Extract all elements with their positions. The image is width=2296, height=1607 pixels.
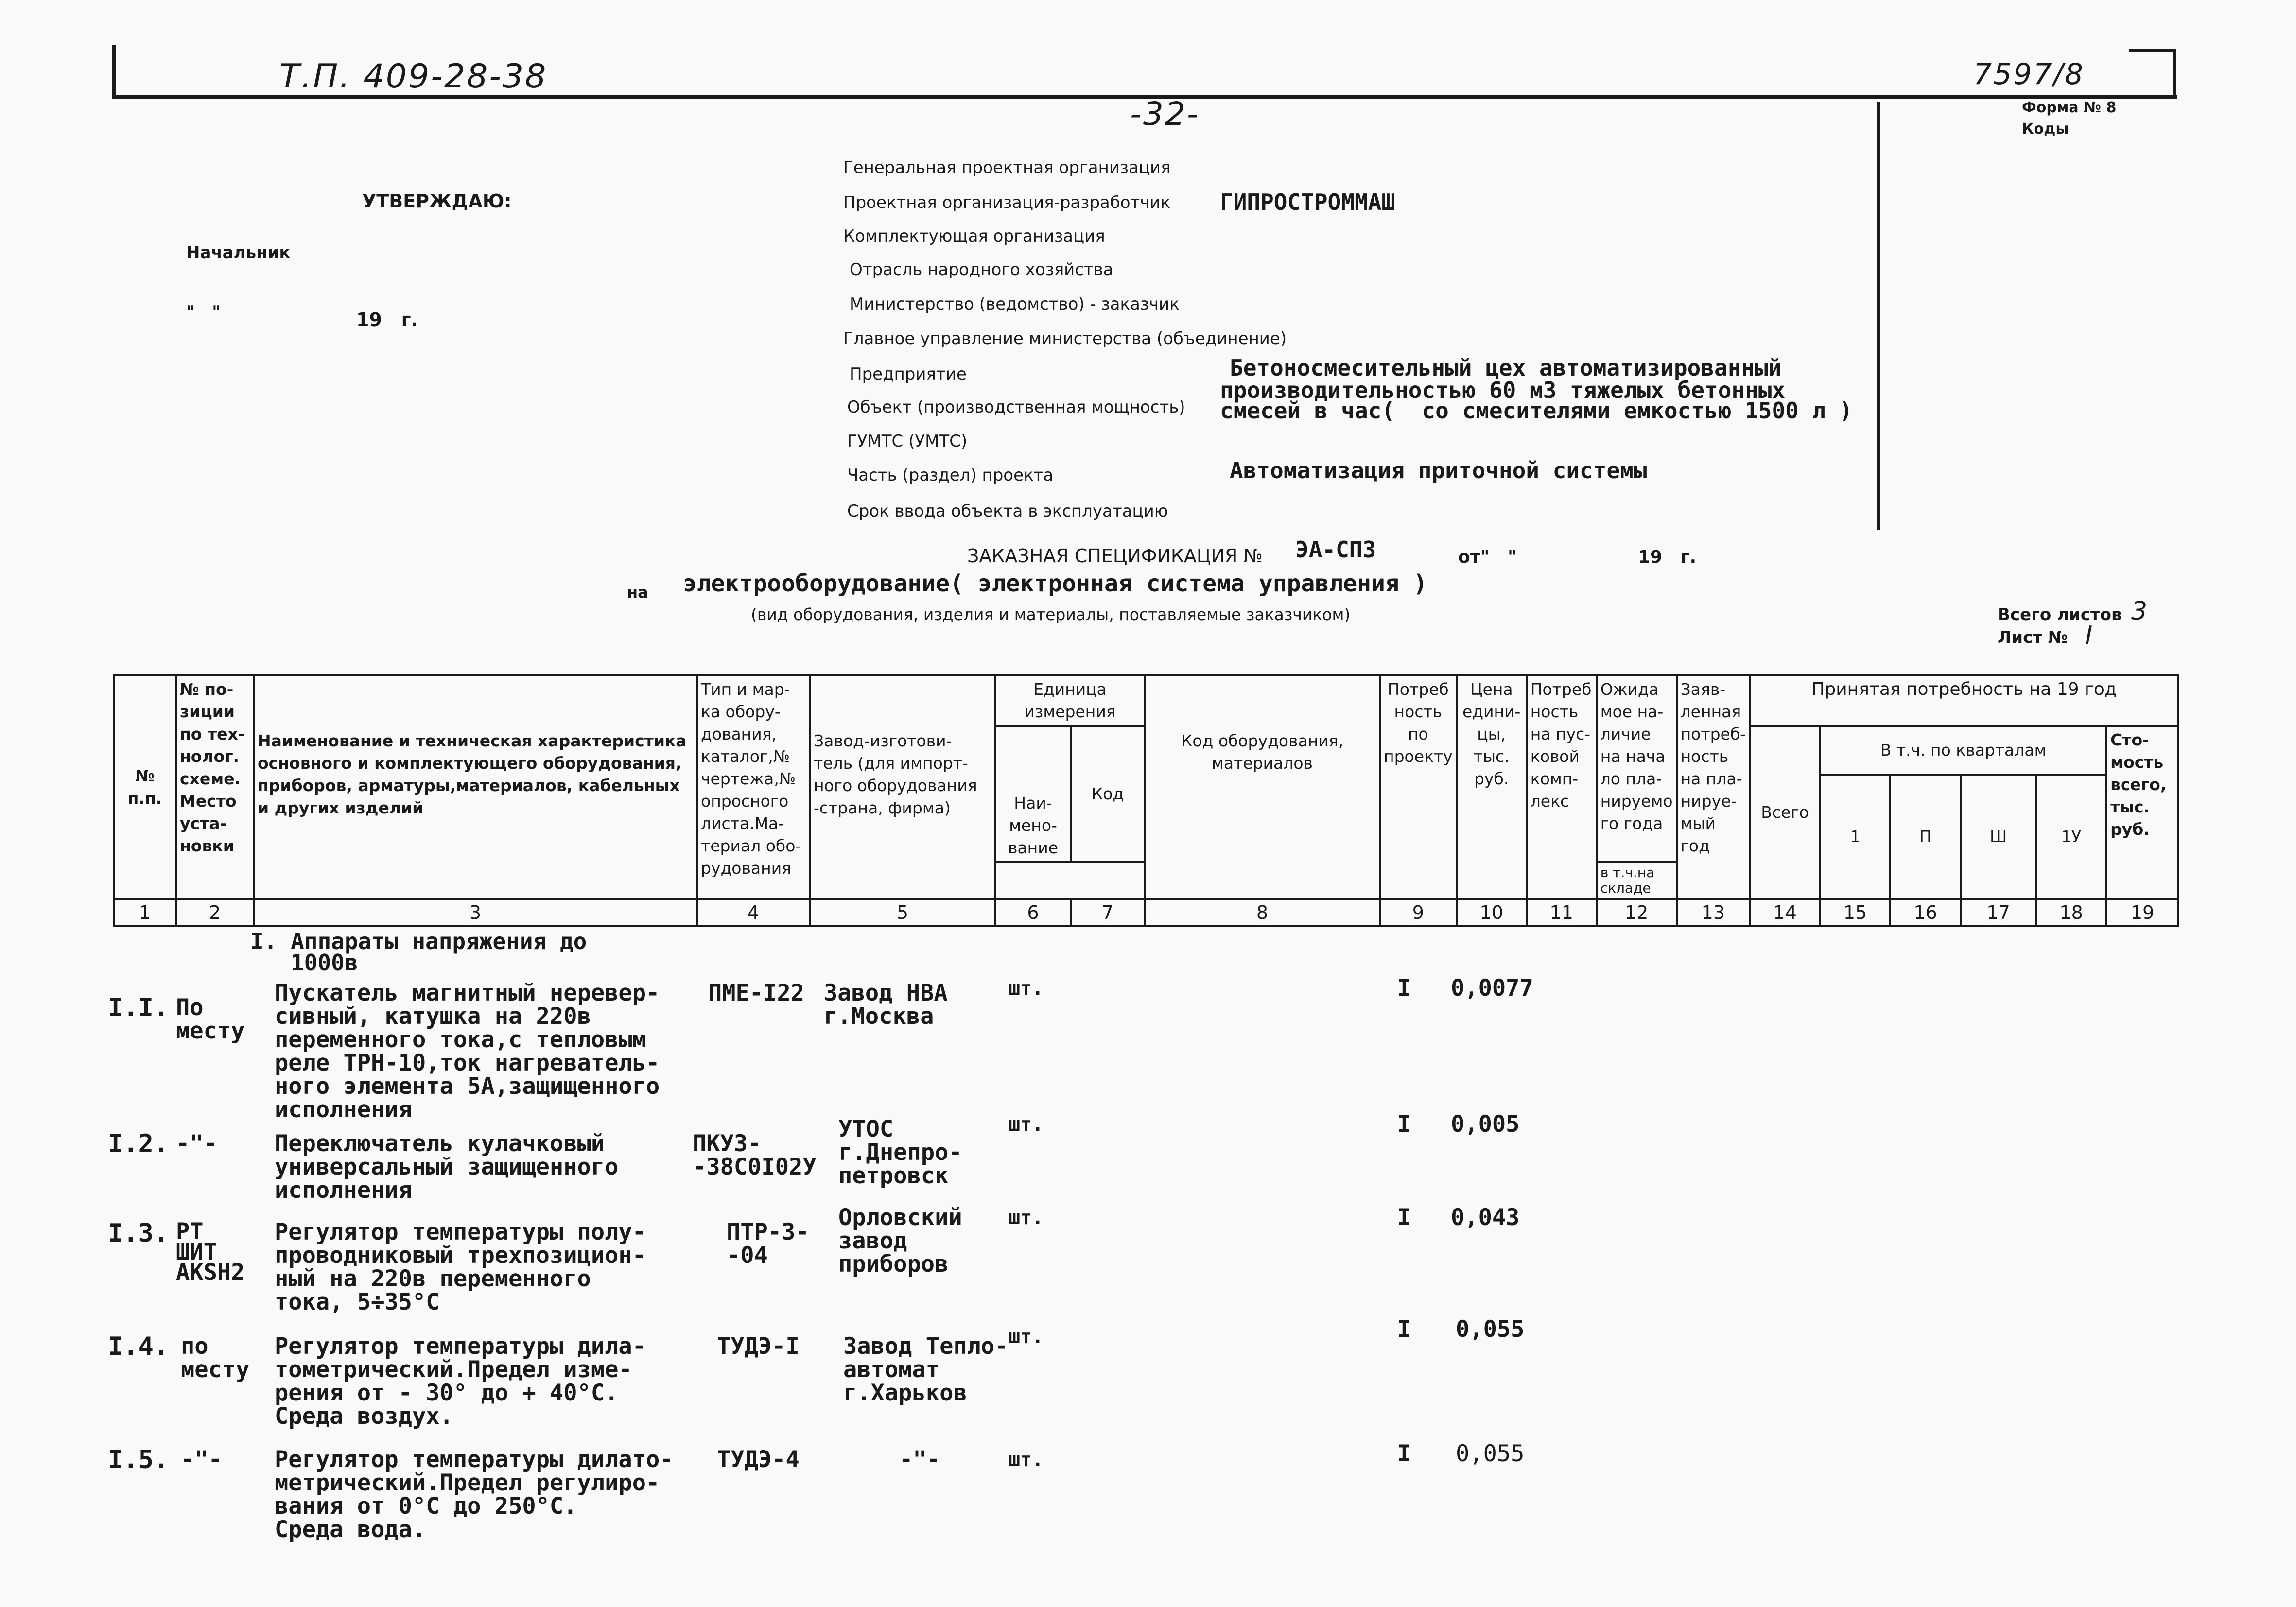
col-header-maker: Завод-изготови- тель (для импорт- ного оборудования -страна, фирма) bbox=[810, 675, 995, 899]
col-header-total: Всего bbox=[1750, 726, 1820, 899]
row-position: по месту bbox=[181, 1333, 250, 1383]
right-border-tick bbox=[2173, 49, 2176, 99]
total-sheets: 3 bbox=[2131, 597, 2149, 626]
left-border-tick bbox=[112, 45, 116, 99]
approval-date: " " bbox=[186, 302, 221, 322]
sheet-label: Лист № bbox=[1998, 628, 2068, 647]
field-label-object: Объект (производственная мощность) bbox=[847, 397, 1185, 417]
spec-year: 19 г. bbox=[1638, 547, 1697, 567]
col-header-in-stock: в т.ч.на складе bbox=[1597, 862, 1677, 899]
sheet-ref: 7597/8 bbox=[1973, 57, 2085, 91]
page-marker: -32- bbox=[1130, 95, 1200, 133]
row-type: ПМЕ-I22 bbox=[708, 980, 805, 1006]
spec-number: ЭА-СПЗ bbox=[1295, 536, 1376, 563]
spec-table-header bbox=[113, 674, 2179, 927]
row-unit: шт. bbox=[1009, 977, 1044, 1000]
row-quantity: I bbox=[1397, 1316, 1411, 1343]
row-maker: -"- bbox=[899, 1446, 940, 1473]
col-number: 5 bbox=[810, 899, 995, 926]
col-number: 1 bbox=[114, 899, 176, 926]
col-header-expected: Ожида мое на- личие на нача ло пла- нируемо го года bbox=[1597, 675, 1677, 862]
row-type: ТУДЭ-4 bbox=[717, 1446, 800, 1473]
col-number: 10 bbox=[1457, 899, 1527, 926]
field-value-object: производительностью 60 м3 тяжелых бетонных смесей в час( со смесителями емкостью 1500 л ) bbox=[1220, 377, 1853, 424]
total-sheets-label: Всего листов bbox=[1998, 605, 2122, 624]
col-header-accepted: Принятая потребность на 19 год bbox=[1750, 675, 2178, 726]
field-label-part: Часть (раздел) проекта bbox=[847, 466, 1054, 485]
row-num: I.3. bbox=[108, 1219, 169, 1248]
field-label-general-org: Генеральная проектная организация bbox=[843, 158, 1171, 177]
col-number: 18 bbox=[2036, 899, 2106, 926]
form-label: Форма № 8 bbox=[2022, 99, 2117, 116]
row-name: Регулятор температуры дилато- метрический.Предел регулиро- вания от 0°С до 250°С. Среда вода. bbox=[275, 1446, 674, 1543]
field-label-industry: Отрасль народного хозяйства bbox=[850, 260, 1113, 279]
row-position: -"- bbox=[176, 1130, 217, 1157]
field-label-ministry: Министерство (ведомство) - заказчик bbox=[850, 294, 1180, 314]
row-unit: шт. bbox=[1009, 1449, 1044, 1471]
chief-label: Начальник bbox=[186, 243, 291, 262]
field-value-enterprise: Бетоносмесительный цех автоматизированный bbox=[1230, 355, 1782, 381]
col-number: 9 bbox=[1380, 899, 1457, 926]
quarter-2: П bbox=[1890, 775, 1961, 899]
col-number: 14 bbox=[1750, 899, 1820, 926]
spec-on: на bbox=[627, 583, 648, 602]
spec-title: ЗАКАЗНАЯ СПЕЦИФИКАЦИЯ № bbox=[967, 545, 1263, 567]
quarter-4: 1У bbox=[2036, 775, 2106, 899]
col-number: 8 bbox=[1145, 899, 1380, 926]
row-unit: шт. bbox=[1009, 1113, 1044, 1136]
col-header-quarters: В т.ч. по кварталам bbox=[1820, 726, 2106, 775]
col-header-need-startup: Потреб ность на пус- ковой комп- лекс bbox=[1527, 675, 1597, 899]
col-header-num: № п.п. bbox=[114, 675, 176, 899]
col-number: 6 bbox=[995, 899, 1071, 926]
quarter-3: Ш bbox=[1961, 775, 2036, 899]
field-label-completing-org: Комплектующая организация bbox=[843, 226, 1105, 246]
col-header-price: Цена едини- цы, тыс. руб. bbox=[1457, 675, 1527, 899]
row-name: Переключатель кулачковый универсальный защищенного исполнения bbox=[275, 1130, 619, 1204]
row-num: I.2. bbox=[108, 1129, 169, 1158]
col-header-cost: Сто- мость всего, тыс. руб. bbox=[2106, 726, 2178, 899]
field-label-developer: Проектная организация-разработчик bbox=[843, 193, 1171, 212]
right-corner-line bbox=[2129, 49, 2176, 52]
row-num: I.5. bbox=[108, 1445, 169, 1474]
unit-spacer bbox=[995, 862, 1145, 899]
spec-subject: электрооборудование( электронная система управления ) bbox=[683, 570, 1427, 597]
row-price: 0,055 bbox=[1456, 1316, 1525, 1343]
row-unit: шт. bbox=[1009, 1326, 1044, 1348]
col-header-unit: Единица измерения bbox=[995, 675, 1145, 726]
col-header-equipment-code: Код оборудования, материалов bbox=[1145, 675, 1380, 899]
codes-divider bbox=[1877, 102, 1880, 530]
row-name: Регулятор температуры дила- тометрический.Предел измe- рения от - 30° до + 40°С. Среда воздух. bbox=[275, 1333, 646, 1430]
col-header-declared: Заяв- ленная потреб- ность на пла- нируе- мый год bbox=[1677, 675, 1750, 899]
row-name: Пускатель магнитный неревер- сивный, катушка на 220в переменного тока,с тепловым реле ТРН-10,ток нагреватель- ного элемента 5А,защищенного исполнения bbox=[275, 980, 660, 1123]
doc-code: Т.П. 409-28-38 bbox=[279, 57, 548, 96]
sheet-number: I bbox=[2085, 621, 2094, 650]
unit-code-cell: Код bbox=[1071, 726, 1145, 862]
row-maker: Завод Тепло- автомат г.Харьков bbox=[843, 1333, 1009, 1406]
row-price: 0,043 bbox=[1451, 1204, 1520, 1231]
col-number: 2 bbox=[176, 899, 254, 926]
col-header-need-project: Потреб ность по проекту bbox=[1380, 675, 1457, 899]
row-unit: шт. bbox=[1009, 1207, 1044, 1229]
row-quantity: I bbox=[1397, 975, 1411, 1002]
row-price: 0,0077 bbox=[1451, 975, 1533, 1002]
field-label-commissioning: Срок ввода объекта в эксплуатацию bbox=[847, 501, 1168, 521]
field-value-developer: ГИПРОСТРОММАШ bbox=[1220, 189, 1395, 215]
col-number: 7 bbox=[1071, 899, 1145, 926]
row-quantity: I bbox=[1397, 1440, 1411, 1467]
row-type: ПКУЗ- -38С0I02У bbox=[693, 1130, 817, 1180]
row-maker: Завод НВА г.Москва bbox=[824, 980, 948, 1030]
row-type: ПТР-3- -04 bbox=[727, 1219, 809, 1269]
col-number: 4 bbox=[697, 899, 810, 926]
row-name: Регулятор температуры полу- проводниковый трехпозицион- ный на 220в переменного тока, 5÷35°С bbox=[275, 1219, 646, 1315]
section-title: I. Аппараты напряжения до 1000в bbox=[250, 928, 587, 976]
col-header-type: Тип и мар- ка обору- дования, каталог,№ чертежа,№ опросного листа.Ма- териал обо- рудования bbox=[697, 675, 810, 899]
row-num: I.I. bbox=[108, 993, 169, 1022]
field-label-gumts: ГУМТС (УМТС) bbox=[847, 432, 968, 451]
spec-subject-note: (вид оборудования, изделия и материалы, поставляемые заказчиком) bbox=[751, 605, 1351, 624]
col-number: 3 bbox=[254, 899, 697, 926]
row-maker: УТОС г.Днепро- петровск bbox=[838, 1116, 962, 1189]
row-price: 0,005 bbox=[1451, 1111, 1520, 1138]
field-label-enterprise: Предприятие bbox=[850, 364, 967, 384]
col-number: 11 bbox=[1527, 899, 1597, 926]
spec-from: от" " bbox=[1458, 547, 1517, 567]
field-value-part: Автоматизация приточной системы bbox=[1230, 457, 1647, 484]
col-number: 16 bbox=[1890, 899, 1961, 926]
row-position: -"- bbox=[181, 1446, 222, 1473]
quarter-1: 1 bbox=[1820, 775, 1890, 899]
column-numbers-row bbox=[114, 899, 2178, 926]
row-price: 0,055 bbox=[1456, 1440, 1525, 1467]
row-maker: Орловский завод приборов bbox=[838, 1204, 962, 1278]
codes-label: Коды bbox=[2022, 121, 2069, 138]
row-position: По месту bbox=[176, 994, 245, 1044]
row-type: ТУДЭ-I bbox=[717, 1333, 800, 1360]
row-num: I.4. bbox=[108, 1332, 169, 1361]
field-label-main-dept: Главное управление министерства (объединение) bbox=[843, 329, 1287, 348]
approval-year: 19 г. bbox=[356, 309, 418, 330]
col-header-name: Наименование и техническая характеристика основного и комплектующего оборудования, приборов, арматуры,материалов, кабельных и других изделий bbox=[254, 675, 697, 899]
row-quantity: I bbox=[1397, 1111, 1411, 1138]
col-header-position: № по- зиции по тех- нолог. схеме. Место уста- новки bbox=[176, 675, 254, 899]
col-number: 13 bbox=[1677, 899, 1750, 926]
unit-name-cell: Наи- мено- вание bbox=[995, 726, 1071, 862]
col-number: 12 bbox=[1597, 899, 1677, 926]
col-number: 15 bbox=[1820, 899, 1890, 926]
row-position: РТ ШИТ AKSH2 bbox=[176, 1218, 245, 1286]
col-number: 19 bbox=[2106, 899, 2178, 926]
row-quantity: I bbox=[1397, 1204, 1411, 1231]
col-number: 17 bbox=[1961, 899, 2036, 926]
approve-label: УТВЕРЖДАЮ: bbox=[362, 190, 512, 212]
